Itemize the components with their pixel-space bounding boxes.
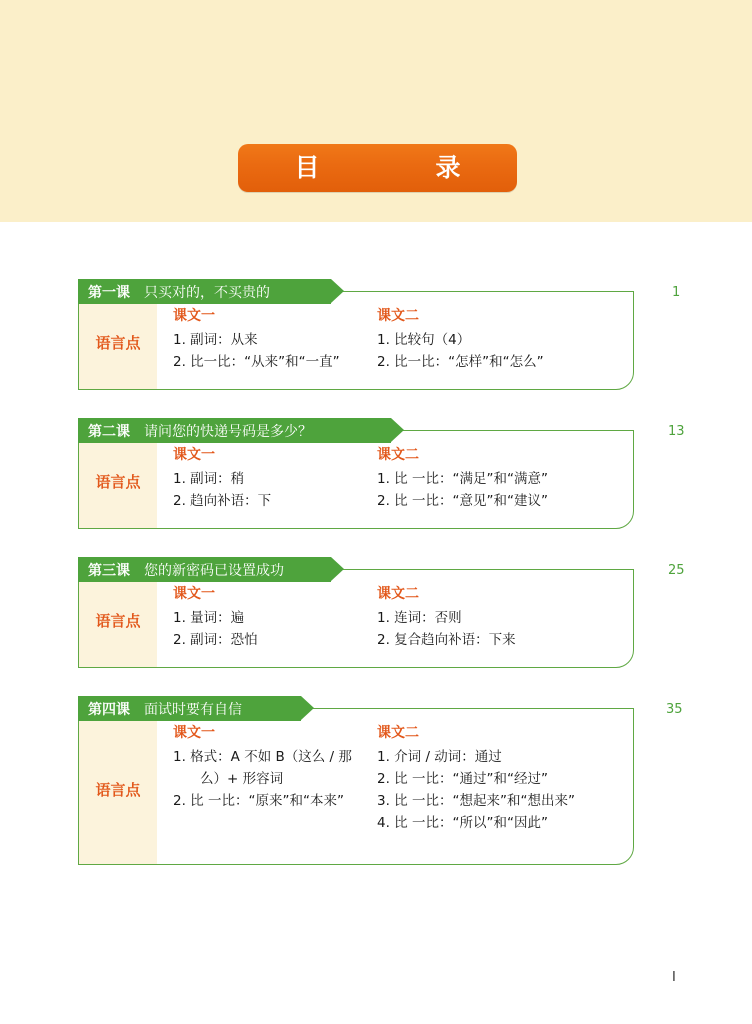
lesson-tab-arrow-2 xyxy=(391,418,404,442)
text2-line: 4. 比 一比：“所以”和“因此” xyxy=(377,815,548,831)
text1-line: 2. 副词：恐怕 xyxy=(173,632,258,648)
lesson-number-3: 第三课 xyxy=(88,562,130,579)
lesson-number-2: 第二课 xyxy=(88,423,130,440)
entry-texts-4 xyxy=(157,709,635,864)
entry-texts-3 xyxy=(157,570,635,667)
entry-card-4 xyxy=(78,708,634,865)
entry-card-2 xyxy=(78,430,634,529)
entry-card-1 xyxy=(78,291,634,390)
text1-heading-3: 课文一 xyxy=(173,586,215,602)
text2-line: 1. 连词：否则 xyxy=(377,610,462,626)
footer-page-marker: I xyxy=(672,970,676,985)
text1-line: 么）+ 形容词 xyxy=(173,771,284,787)
text2-heading-1: 课文二 xyxy=(377,308,419,324)
page-number-4: 35 xyxy=(666,702,683,717)
lesson-title-2: 请问您的快递号码是多少？ xyxy=(144,423,312,440)
entry-rule-2 xyxy=(390,430,634,431)
text2-line: 2. 比 一比：“通过”和“经过” xyxy=(377,771,548,787)
text1-line: 2. 趋向补语：下 xyxy=(173,493,272,509)
grammar-points-label-3: 语言点 xyxy=(95,612,141,630)
lesson-tab-4[interactable] xyxy=(78,696,301,721)
text1-line: 1. 副词：从来 xyxy=(173,332,258,348)
page-title-plate xyxy=(238,144,517,192)
table-of-contents xyxy=(0,222,752,1024)
text1-column-4 xyxy=(173,722,383,812)
text1-line: 1. 格式：A 不如 B（这么 / 那 xyxy=(173,749,352,765)
entry-rule-1 xyxy=(330,291,634,292)
text2-column-4 xyxy=(377,722,633,834)
text1-column-1 xyxy=(173,305,383,373)
text1-line: 2. 比一比：“从来”和“一直” xyxy=(173,354,340,370)
text2-heading-4: 课文二 xyxy=(377,725,419,741)
lesson-title-3: 您的新密码已设置成功 xyxy=(144,562,284,579)
text2-column-3 xyxy=(377,583,633,651)
text1-line: 1. 量词：遍 xyxy=(173,610,245,626)
entry-texts-1 xyxy=(157,292,635,389)
text2-line: 3. 比 一比：“想起来”和“想出来” xyxy=(377,793,575,809)
text2-column-1 xyxy=(377,305,633,373)
lesson-tab-3[interactable] xyxy=(78,557,331,582)
text2-line: 2. 复合趋向补语：下来 xyxy=(377,632,516,648)
lesson-number-4: 第四课 xyxy=(88,701,130,718)
lesson-tab-arrow-4 xyxy=(301,696,314,720)
page-number-3: 25 xyxy=(668,563,685,578)
text2-heading-2: 课文二 xyxy=(377,447,419,463)
text2-line: 1. 介词 / 动词：通过 xyxy=(377,749,502,765)
text1-heading-2: 课文一 xyxy=(173,447,215,463)
page-number-1: 1 xyxy=(672,285,681,300)
entry-rule-3 xyxy=(330,569,634,570)
lesson-tab-2[interactable] xyxy=(78,418,391,443)
lesson-title-4: 面试时要有自信 xyxy=(144,701,242,718)
text1-column-2 xyxy=(173,444,383,512)
text1-column-3 xyxy=(173,583,383,651)
lesson-title-1: 只买对的，不买贵的 xyxy=(144,284,270,301)
lesson-tab-arrow-1 xyxy=(331,279,344,303)
text1-heading-4: 课文一 xyxy=(173,725,215,741)
text2-column-2 xyxy=(377,444,633,512)
grammar-points-label-2: 语言点 xyxy=(95,473,141,491)
entry-card-3 xyxy=(78,569,634,668)
text1-line: 1. 副词：稍 xyxy=(173,471,245,487)
entry-texts-2 xyxy=(157,431,635,528)
lesson-number-1: 第一课 xyxy=(88,284,130,301)
lesson-tab-1[interactable] xyxy=(78,279,331,304)
entry-rule-4 xyxy=(300,708,634,709)
grammar-points-label-4: 语言点 xyxy=(95,781,141,799)
page-number-2: 13 xyxy=(668,424,685,439)
grammar-points-label-1: 语言点 xyxy=(95,334,141,352)
text2-line: 1. 比较句（4） xyxy=(377,332,471,348)
page-title: 目 录 xyxy=(294,153,483,182)
text1-line: 2. 比 一比：“原来”和“本来” xyxy=(173,793,344,809)
lesson-tab-arrow-3 xyxy=(331,557,344,581)
text1-heading-1: 课文一 xyxy=(173,308,215,324)
text2-line: 2. 比 一比：“意见”和“建议” xyxy=(377,493,548,509)
text2-heading-3: 课文二 xyxy=(377,586,419,602)
text2-line: 2. 比一比：“怎样”和“怎么” xyxy=(377,354,544,370)
text2-line: 1. 比 一比：“满足”和“满意” xyxy=(377,471,548,487)
banner-background xyxy=(0,0,752,222)
page-banner xyxy=(0,0,752,222)
